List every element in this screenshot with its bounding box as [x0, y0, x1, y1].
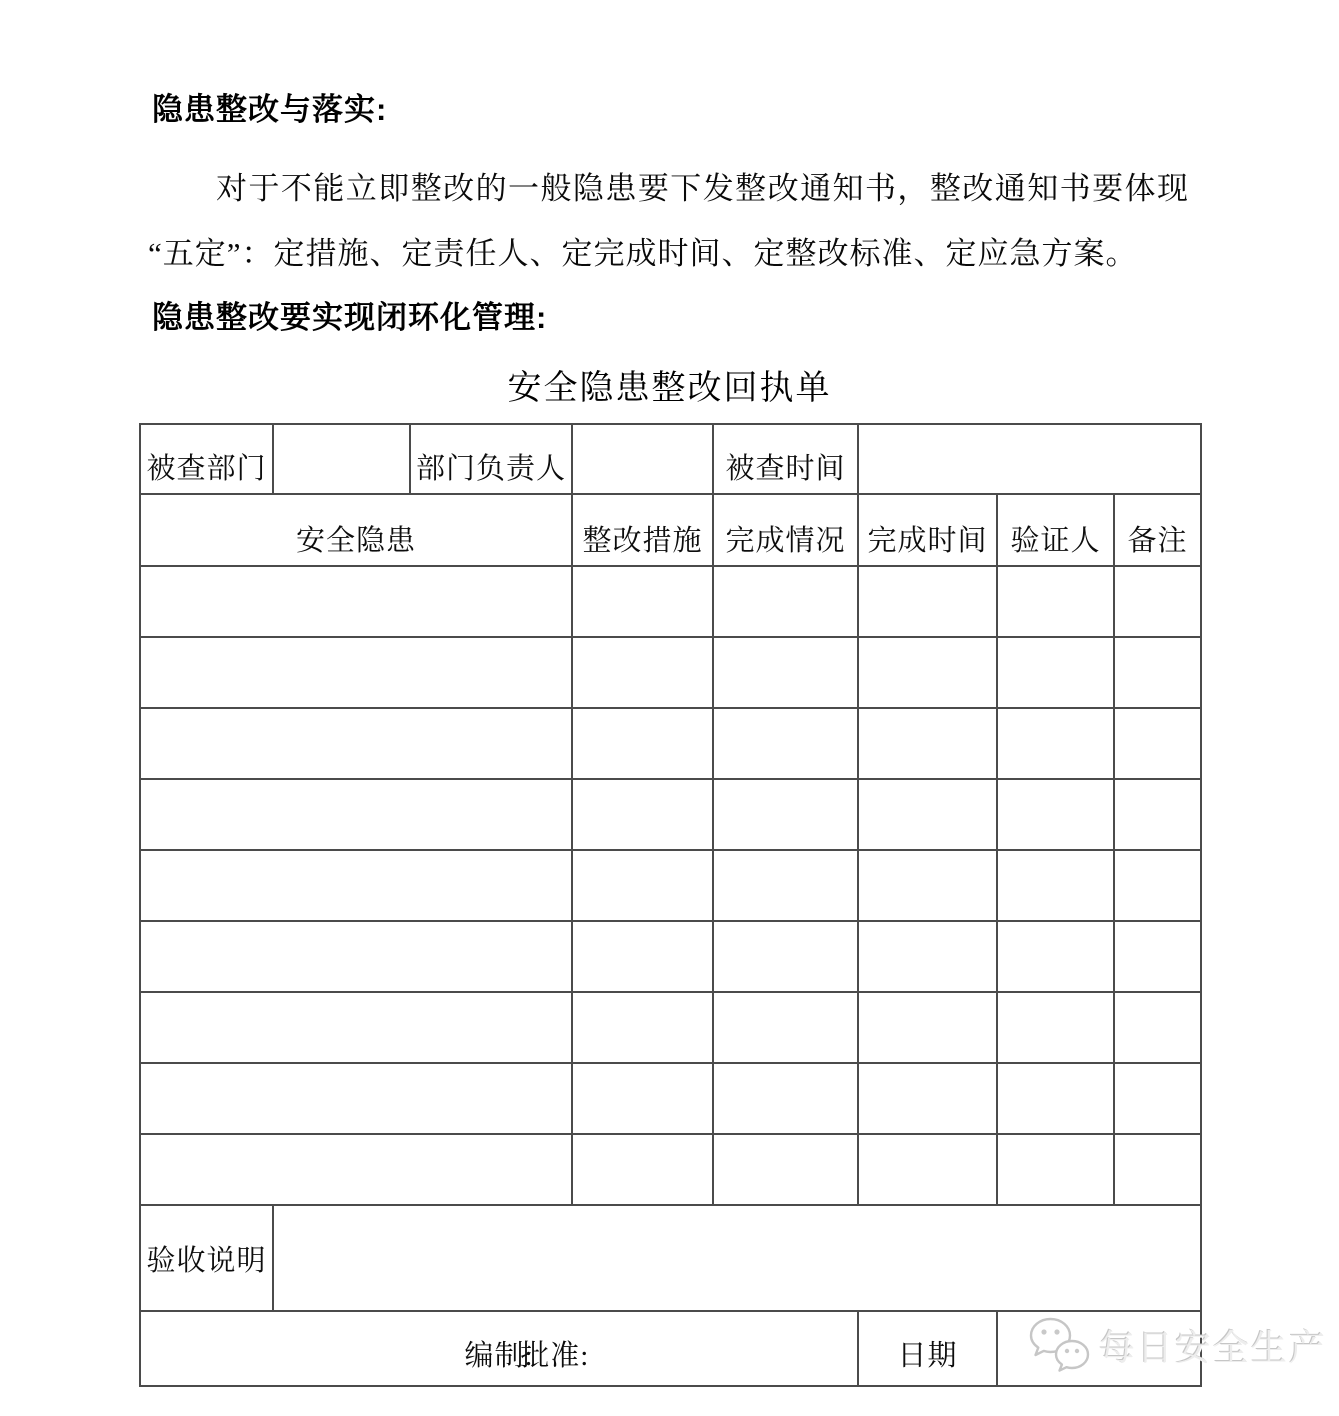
empty-cell: [572, 1063, 713, 1134]
inspected-dept-label: 被查部门: [140, 424, 273, 494]
empty-cell: [997, 779, 1114, 850]
empty-cell: [1114, 637, 1201, 708]
empty-cell: [997, 992, 1114, 1063]
empty-cell: [1114, 708, 1201, 779]
empty-data-row: [140, 779, 1201, 850]
empty-cell: [140, 850, 572, 921]
inspected-dept-value: [273, 424, 410, 494]
heading-rectification-implementation: 隐患整改与落实:: [152, 92, 388, 127]
empty-cell: [713, 921, 858, 992]
empty-data-row: [140, 992, 1201, 1063]
footer-prepared-wrap: [145, 1333, 853, 1374]
paragraph-line-1: 对于不能立即整改的一般隐患要下发整改通知书，整改通知书要体现: [216, 171, 1188, 206]
empty-cell: [572, 566, 713, 637]
empty-cell: [572, 850, 713, 921]
dept-manager-label: 部门负责人: [410, 424, 572, 494]
empty-cell: [713, 992, 858, 1063]
empty-cell: [997, 566, 1114, 637]
empty-cell: [140, 779, 572, 850]
empty-cell: [858, 566, 997, 637]
empty-cell: [572, 637, 713, 708]
paragraph-line-2: “五定”：定措施、定责任人、定完成时间、定整改标准、定应急方案。: [148, 236, 1138, 271]
empty-cell: [713, 637, 858, 708]
col-header-safety-hazard: 安全隐患: [140, 494, 572, 566]
empty-cell: [858, 992, 997, 1063]
empty-data-row: [140, 637, 1201, 708]
column-header-row: [140, 494, 1201, 566]
empty-cell: [1114, 850, 1201, 921]
wechat-icon: [1026, 1316, 1092, 1374]
watermark: [1026, 1316, 1327, 1374]
table-title: 安全隐患整改回执单: [507, 370, 832, 407]
acceptance-row: [140, 1205, 1201, 1311]
empty-cell: [572, 921, 713, 992]
empty-data-row: [140, 566, 1201, 637]
empty-cell: [858, 779, 997, 850]
empty-cell: [1114, 1063, 1201, 1134]
date-label: 日期: [858, 1311, 997, 1386]
empty-data-row: [140, 1063, 1201, 1134]
approved-label: 批准:: [520, 1340, 590, 1372]
col-header-remarks: 备注: [1114, 494, 1201, 566]
empty-cell: [713, 566, 858, 637]
empty-data-rows: [140, 566, 1201, 1205]
footer-prepared-cell: [140, 1311, 858, 1386]
empty-cell: [713, 708, 858, 779]
empty-cell: [140, 566, 572, 637]
acceptance-value: [273, 1205, 1201, 1311]
empty-cell: [572, 992, 713, 1063]
empty-cell: [858, 1134, 997, 1205]
empty-data-row: [140, 921, 1201, 992]
empty-cell: [997, 1063, 1114, 1134]
heading-closed-loop-management: 隐患整改要实现闭环化管理:: [152, 300, 548, 335]
empty-data-row: [140, 1134, 1201, 1205]
rectification-receipt-table: [139, 423, 1202, 1387]
watermark-text: 每日安全生产: [1099, 1327, 1328, 1368]
empty-cell: [997, 708, 1114, 779]
col-header-verifier: 验证人: [997, 494, 1114, 566]
col-header-completion-status: 完成情况: [713, 494, 858, 566]
empty-cell: [713, 1063, 858, 1134]
empty-cell: [572, 779, 713, 850]
empty-cell: [997, 1134, 1114, 1205]
empty-cell: [1114, 566, 1201, 637]
empty-cell: [713, 1134, 858, 1205]
empty-cell: [997, 850, 1114, 921]
empty-cell: [997, 637, 1114, 708]
acceptance-label: 验收说明: [140, 1205, 273, 1311]
empty-cell: [858, 637, 997, 708]
empty-cell: [140, 1063, 572, 1134]
empty-cell: [140, 1134, 572, 1205]
empty-cell: [140, 708, 572, 779]
empty-cell: [140, 637, 572, 708]
empty-cell: [572, 1134, 713, 1205]
empty-cell: [858, 1063, 997, 1134]
empty-cell: [858, 708, 997, 779]
empty-cell: [713, 850, 858, 921]
empty-cell: [140, 992, 572, 1063]
empty-data-row: [140, 850, 1201, 921]
empty-cell: [997, 921, 1114, 992]
empty-cell: [1114, 992, 1201, 1063]
empty-cell: [1114, 779, 1201, 850]
col-header-rectification-measures: 整改措施: [572, 494, 713, 566]
prepared-label: 编制:: [464, 1340, 534, 1372]
empty-cell: [572, 708, 713, 779]
empty-cell: [858, 850, 997, 921]
dept-manager-value: [572, 424, 713, 494]
empty-cell: [1114, 921, 1201, 992]
empty-cell: [858, 921, 997, 992]
inspected-time-value: [858, 424, 1201, 494]
col-header-completion-time: 完成时间: [858, 494, 997, 566]
inspected-time-label: 被查时间: [713, 424, 858, 494]
empty-cell: [1114, 1134, 1201, 1205]
empty-cell: [713, 779, 858, 850]
empty-data-row: [140, 708, 1201, 779]
info-row: [140, 424, 1201, 494]
empty-cell: [140, 921, 572, 992]
